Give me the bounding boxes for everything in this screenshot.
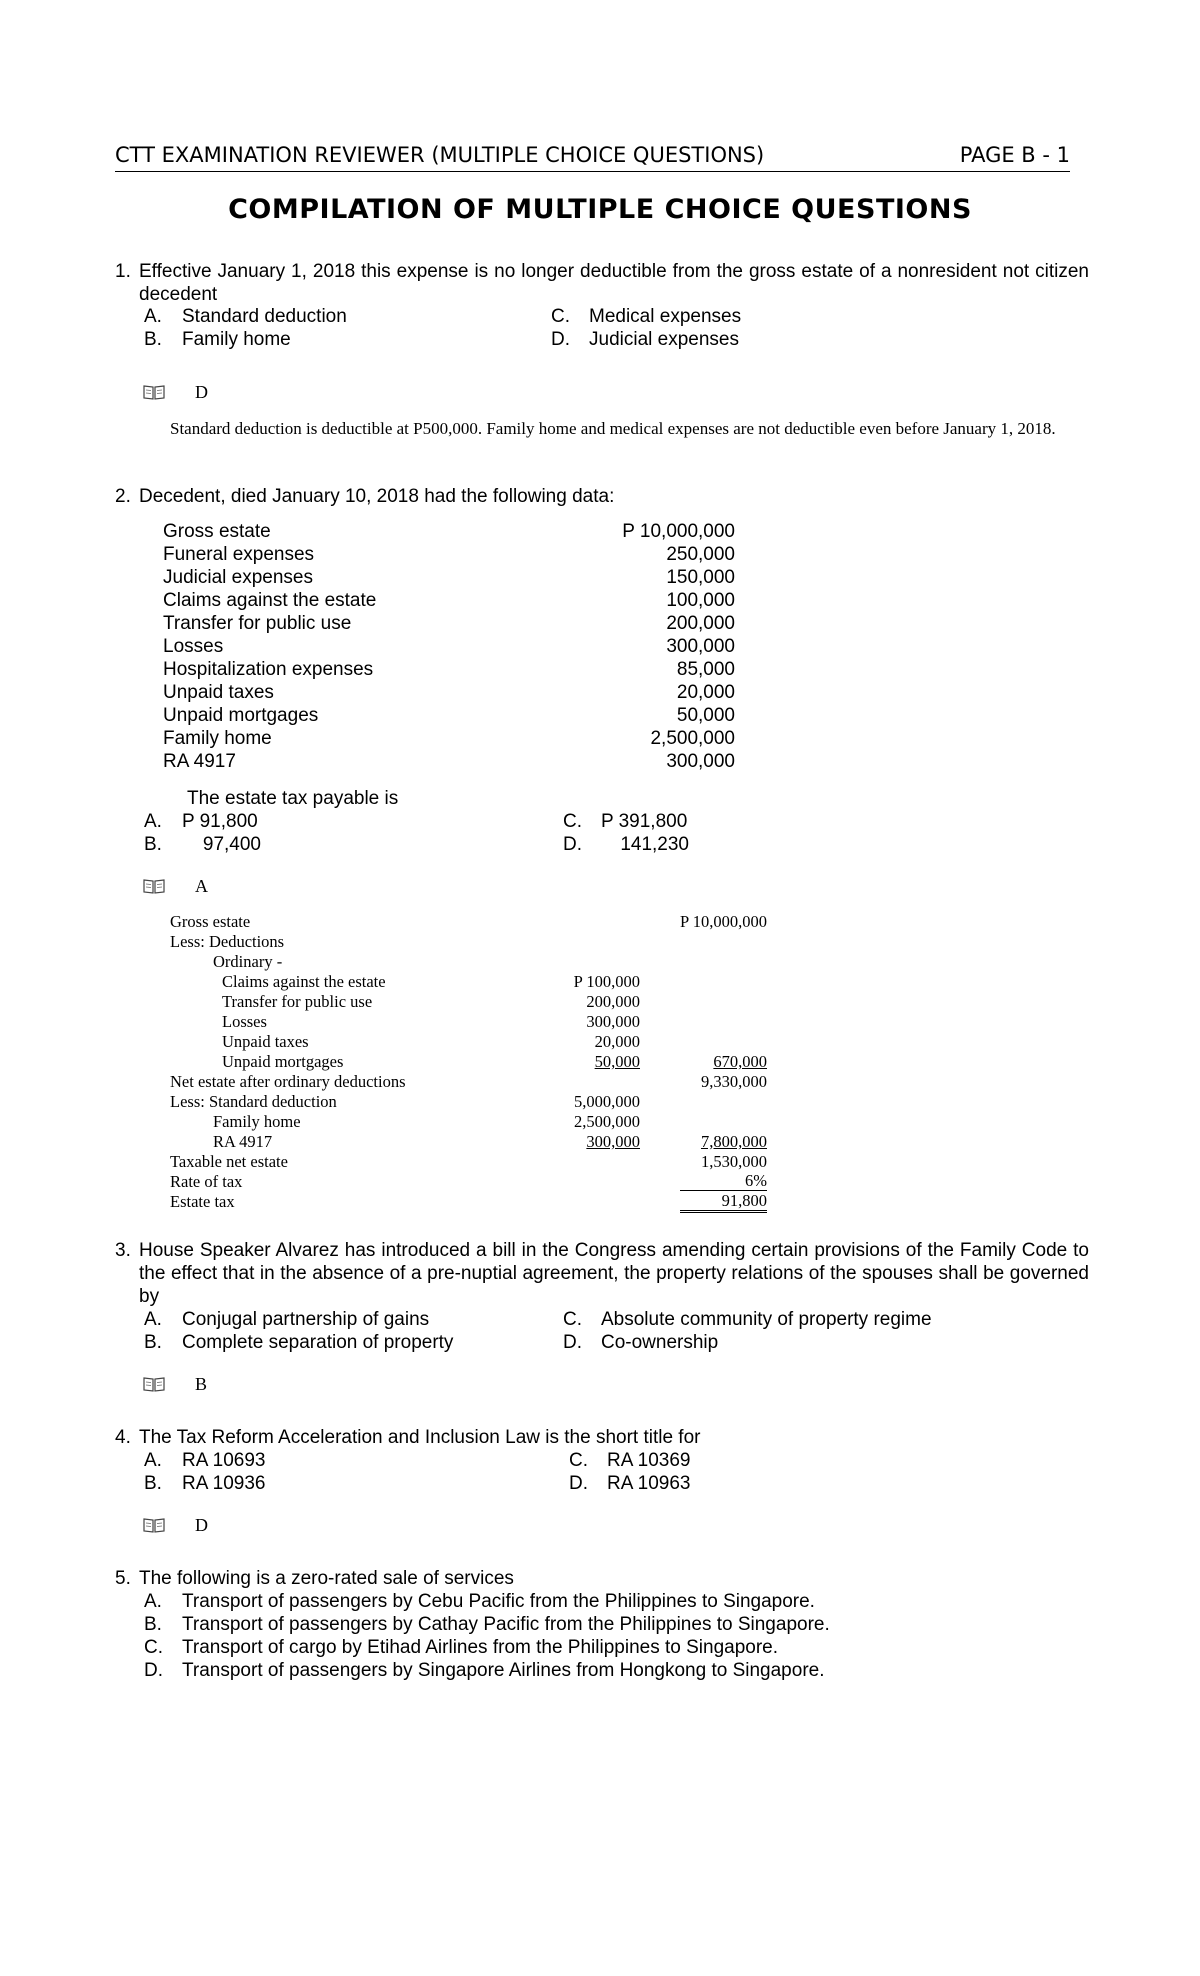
solution-label: Losses — [222, 1012, 267, 1031]
question-text: Effective January 1, 2018 this expense is no longer deductible from the gross estate of a nonresident not citizen decedent — [139, 261, 1089, 305]
solution-label: Ordinary - — [213, 952, 283, 971]
option-text: P 91,800 — [182, 811, 258, 832]
option-text: Co-ownership — [601, 1332, 719, 1353]
option-text: RA 10963 — [607, 1473, 691, 1494]
page-header — [115, 143, 1070, 172]
data-value: 200,000 — [666, 613, 735, 634]
answer-letter: D — [195, 382, 208, 402]
option-text: 141,230 — [620, 834, 689, 855]
option-text: Absolute community of property regime — [601, 1309, 932, 1330]
option-text: P 391,800 — [601, 811, 688, 832]
data-value: 50,000 — [676, 705, 735, 726]
option-a — [144, 1590, 815, 1613]
option-c — [551, 305, 741, 328]
option-d — [563, 1331, 718, 1354]
data-row: RA 4917 — [163, 751, 236, 772]
option-a — [144, 1449, 265, 1472]
option-c — [563, 810, 687, 833]
data-value: 20,000 — [676, 682, 735, 703]
solution-amount: 300,000 — [586, 1012, 640, 1031]
option-text: Transport of cargo by Etihad Airlines from the Philippines to Singapore. — [182, 1637, 779, 1658]
question-number: 4. — [115, 1427, 131, 1448]
option-a — [144, 1308, 429, 1331]
solution-total: 9,330,000 — [701, 1072, 767, 1091]
book-icon — [143, 384, 165, 400]
solution-amount: 300,000 — [586, 1132, 640, 1151]
answer-letter: D — [195, 1515, 208, 1535]
solution-amount: 50,000 — [594, 1052, 640, 1071]
data-value: 300,000 — [666, 751, 735, 772]
solution-label: Less: Standard deduction — [170, 1092, 337, 1111]
data-row: Hospitalization expenses — [163, 659, 374, 680]
option-key: C. — [563, 811, 582, 832]
option-key: D. — [144, 1660, 163, 1681]
option-key: B. — [144, 329, 162, 350]
option-b — [144, 833, 261, 856]
solution-amount: 200,000 — [586, 992, 640, 1011]
solution-total: 1,530,000 — [701, 1152, 767, 1171]
page-number: PAGE B - 1 — [959, 143, 1070, 167]
option-key: C. — [569, 1450, 588, 1471]
option-key: B. — [144, 1614, 162, 1635]
option-text: Family home — [182, 329, 291, 350]
option-key: D. — [551, 329, 570, 350]
question-text: The following is a zero-rated sale of services — [139, 1568, 514, 1589]
data-row: Funeral expenses — [163, 544, 315, 565]
option-key: D. — [569, 1473, 588, 1494]
option-text: Complete separation of property — [182, 1332, 454, 1353]
data-row: Unpaid taxes — [163, 682, 274, 703]
data-value: 2,500,000 — [650, 728, 735, 749]
option-c — [563, 1308, 932, 1331]
solution-label: Unpaid taxes — [222, 1032, 309, 1051]
question-text: Decedent, died January 10, 2018 had the following data: — [139, 486, 615, 507]
question-3 — [0, 1239, 1200, 1308]
answer-letter: A — [195, 876, 208, 896]
solution-amount: 2,500,000 — [574, 1112, 640, 1131]
header-title: CTT EXAMINATION REVIEWER (MULTIPLE CHOICE QUESTIONS) — [115, 143, 765, 167]
solution-label: Gross estate — [170, 912, 251, 931]
option-a — [144, 810, 258, 833]
option-text: Standard deduction — [182, 306, 347, 327]
option-key: A. — [144, 811, 162, 832]
solution-label: Net estate after ordinary deductions — [170, 1072, 406, 1091]
data-value: 150,000 — [666, 567, 735, 588]
option-b — [144, 328, 291, 351]
option-b — [144, 1613, 830, 1636]
data-value: 100,000 — [666, 590, 735, 611]
solution-label: Less: Deductions — [170, 932, 285, 951]
option-key: C. — [551, 306, 570, 327]
option-text: RA 10369 — [607, 1450, 691, 1471]
option-text: Transport of passengers by Singapore Airlines from Hongkong to Singapore. — [182, 1660, 825, 1681]
question-text: House Speaker Alvarez has introduced a bill in the Congress amending certain provisions of the Family Code to the effect that in the absence of a pre-nuptial agreement, the property relations of the spouses shall be governed by — [139, 1240, 1089, 1307]
option-text: 97,400 — [202, 834, 261, 855]
question-4 — [0, 1426, 1200, 1450]
option-key: D. — [563, 1332, 582, 1353]
option-key: C. — [563, 1309, 582, 1330]
option-text: Conjugal partnership of gains — [182, 1309, 430, 1330]
solution-label: Transfer for public use — [222, 992, 373, 1011]
data-row: Transfer for public use — [163, 613, 352, 634]
page-title: COMPILATION OF MULTIPLE CHOICE QUESTIONS — [228, 194, 972, 225]
question-5 — [0, 1567, 1200, 1591]
solution-total: 6% — [680, 1172, 767, 1191]
question-1 — [0, 260, 1200, 310]
solution-amount: 5,000,000 — [574, 1092, 640, 1111]
option-c — [569, 1449, 690, 1472]
solution-amount: 20,000 — [594, 1032, 640, 1051]
question-number: 1. — [115, 261, 131, 282]
solution-amount: P 100,000 — [573, 972, 640, 991]
data-row: Family home — [163, 728, 272, 749]
question-2 — [0, 485, 1200, 509]
question-text: The Tax Reform Acceleration and Inclusion Law is the short title for — [139, 1427, 701, 1448]
option-text: Transport of passengers by Cathay Pacific from the Philippines to Singapore. — [182, 1614, 830, 1635]
solution-total: 670,000 — [713, 1052, 767, 1071]
solution-total: 91,800 — [680, 1192, 767, 1213]
option-d — [551, 328, 739, 351]
answer-explanation: Standard deduction is deductible at P500,000. Family home and medical expenses are not deductible even before January 1, 2018. — [170, 419, 1056, 438]
question-number: 5. — [115, 1568, 131, 1589]
option-text: Judicial expenses — [589, 329, 739, 350]
solution-label: Unpaid mortgages — [222, 1052, 344, 1071]
data-row: Claims against the estate — [163, 590, 377, 611]
question-number: 2. — [115, 486, 131, 507]
option-key: A. — [144, 1591, 162, 1612]
data-row: Unpaid mortgages — [163, 705, 319, 726]
option-key: D. — [563, 834, 582, 855]
option-a — [144, 305, 347, 328]
data-value: P 10,000,000 — [622, 521, 735, 542]
question-number: 3. — [115, 1240, 131, 1261]
data-value: 85,000 — [676, 659, 735, 680]
option-key: A. — [144, 1309, 162, 1330]
book-icon — [143, 1376, 165, 1392]
data-value: 300,000 — [666, 636, 735, 657]
book-icon — [143, 1517, 165, 1533]
book-icon — [143, 878, 165, 894]
option-d — [563, 833, 689, 856]
option-text: RA 10936 — [182, 1473, 266, 1494]
solution-label: RA 4917 — [213, 1132, 273, 1151]
option-d — [569, 1472, 690, 1495]
option-c — [144, 1636, 778, 1659]
solution-label: Family home — [213, 1112, 301, 1131]
solution-label: Claims against the estate — [222, 972, 386, 991]
option-text: Medical expenses — [589, 306, 742, 327]
option-b — [144, 1331, 453, 1354]
data-row: Gross estate — [163, 521, 271, 542]
solution-label: Taxable net estate — [170, 1152, 288, 1171]
option-text: Transport of passengers by Cebu Pacific from the Philippines to Singapore. — [182, 1591, 815, 1612]
question-prompt: The estate tax payable is — [187, 788, 399, 809]
data-row: Judicial expenses — [163, 567, 313, 588]
option-key: B. — [144, 1332, 162, 1353]
solution-total: P 10,000,000 — [680, 912, 767, 931]
option-d — [144, 1659, 825, 1682]
option-key: B. — [144, 834, 162, 855]
answer-letter: B — [195, 1374, 208, 1394]
solution-total: 7,800,000 — [701, 1132, 767, 1151]
data-value: 250,000 — [666, 544, 735, 565]
option-key: B. — [144, 1473, 162, 1494]
option-b — [144, 1472, 265, 1495]
option-text: RA 10693 — [182, 1450, 266, 1471]
option-key: A. — [144, 306, 162, 327]
solution-label: Rate of tax — [170, 1172, 243, 1191]
solution-label: Estate tax — [170, 1192, 235, 1211]
option-key: C. — [144, 1637, 163, 1658]
option-key: A. — [144, 1450, 162, 1471]
data-row: Losses — [163, 636, 224, 657]
